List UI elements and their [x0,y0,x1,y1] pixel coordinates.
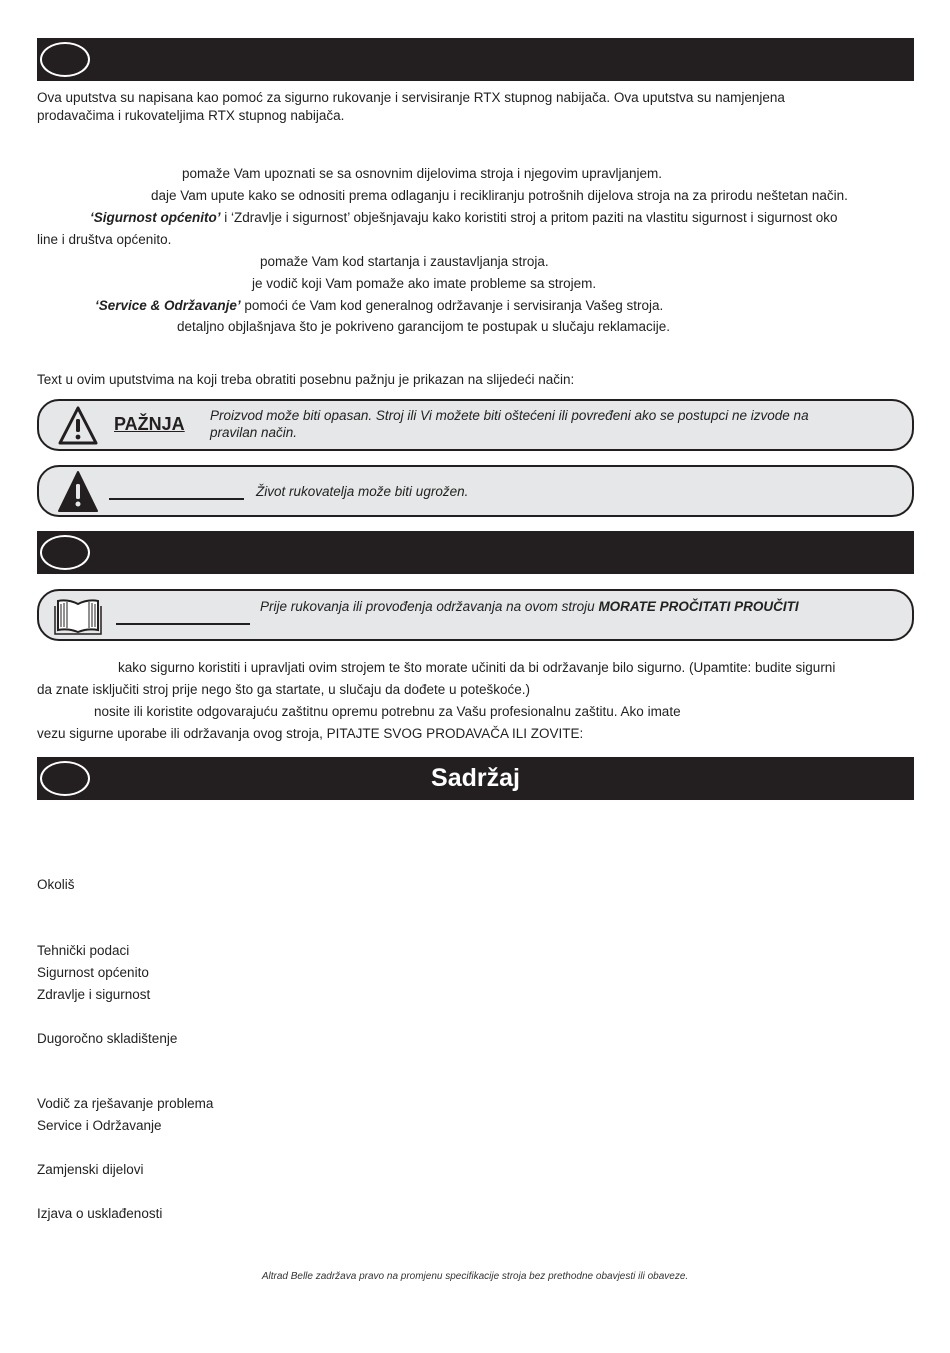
toc-item[interactable]: Izjava o usklađenosti [37,1206,163,1221]
caution-label: PAŽNJA [114,414,185,434]
danger-text: Život rukovatelja može biti ugrožen. [256,484,469,499]
guide-line-3 [90,209,838,226]
read-manual-text [260,598,799,615]
guide-line-4: line i društva općenito. [37,232,172,247]
caution-text-2: pravilan način. [210,425,298,440]
guide-line-7-bold: ‘Service & Održavanje’ [95,298,241,313]
safety-line-3: nosite ili koristite odgovarajuću zaštitnu opremu potrebnu za Vašu profesionalnu zaštitu. Ako imate [94,704,681,719]
footer-disclaimer: Altrad Belle zadržava pravo na promjenu specifikacije stroja bez prethodne obavjesti ili obaveze. [261,1271,689,1282]
contents-title: Sadržaj [431,764,520,792]
safety-line-1: kako sigurno koristiti i upravljati ovim strojem te što morate učiniti da bi održavanje bilo sigurno. (Upamtite: budite sigurni [118,660,836,675]
warning-filled-icon [57,470,99,514]
toc-item[interactable]: Dugoročno skladištenje [37,1031,178,1046]
toc-item[interactable]: Vodič za rješavanje problema [37,1096,214,1111]
warning-outline-icon [57,405,99,447]
section-header-bar-contents [37,757,914,800]
caution-box [37,399,914,451]
section-badge-oval [40,42,90,77]
guide-line-7 [95,297,663,314]
guide-line-1: pomaže Vam upoznati se sa osnovnim dijelovima stroja i njegovim upravljanjem. [182,166,662,181]
guide-line-3-rest: i ‘Zdravlje i sigurnost’ obješnjavaju kako koristiti stroj a pritom paziti na vlastitu sigurnost i sigurnost oko [220,210,838,225]
guide-line-5: pomaže Vam kod startanja i zaustavljanja stroja. [260,254,549,269]
read-label-underline [116,623,250,625]
guide-line-6: je vodič koji Vam pomaže ako imate probleme sa strojem. [252,276,597,291]
intro-paragraph [37,89,917,125]
caution-text-1: Proizvod može biti opasan. Stroj ili Vi možete biti oštećeni ili povređeni ako se postupci ne izvode na [210,408,809,423]
guide-line-8: detaljno objlašnjava što je pokriveno garancijom te postupak u slučaju reklamacije. [177,319,671,334]
guide-line-7-rest: pomoći će Vam kod generalnog održavanje i servisiranja Vašeg stroja. [240,298,664,313]
notice-intro: Text u ovim uputstvima na koji treba obratiti posebnu pažnju je prikazan na slijedeći način: [37,372,575,387]
section-header-bar-safety [37,531,914,574]
toc-item[interactable]: Sigurnost općenito [37,965,149,980]
toc-item[interactable]: Zdravlje i sigurnost [37,987,151,1002]
safety-line-4: vezu sigurne uporabe ili održavanja ovog stroja, PITAJTE SVOG PRODAVAČA ILI ZOVITE: [37,726,584,741]
danger-box [37,465,914,517]
book-icon [53,596,103,636]
intro-line-1: Ova uputstva su napisana kao pomoć za sigurno rukovanje i servisiranje RTX stupnog nabijača. Ova uputstva su namjenjena [37,90,785,105]
toc-item[interactable]: Zamjenski dijelovi [37,1162,144,1177]
danger-label-underline [109,498,244,500]
intro-line-2: prodavačima i rukovateljima RTX stupnog nabijača. [37,108,345,123]
safety-line-2: da znate isključiti stroj prije nego što ga startate, u slučaju da dođete u poteškoće.) [37,682,531,697]
read-manual-text-bold: MORATE PROČITATI PROUČITI [598,599,799,614]
read-manual-box [37,589,914,641]
guide-line-2: daje Vam upute kako se odnositi prema odlaganju i recikliranju potrošnih dijelova stroja na za prirodu neštetan način. [151,188,848,203]
toc-item[interactable]: Tehnički podaci [37,943,130,958]
read-manual-text-normal: Prije rukovanja ili provođenja održavanja na ovom stroju [260,599,599,614]
guide-line-3-bold: ‘Sigurnost općenito’ [90,210,221,225]
section-header-bar-intro [37,38,914,81]
toc-item[interactable]: Okoliš [37,877,75,892]
section-badge-oval [40,535,90,570]
toc-item[interactable]: Service i Održavanje [37,1118,162,1133]
